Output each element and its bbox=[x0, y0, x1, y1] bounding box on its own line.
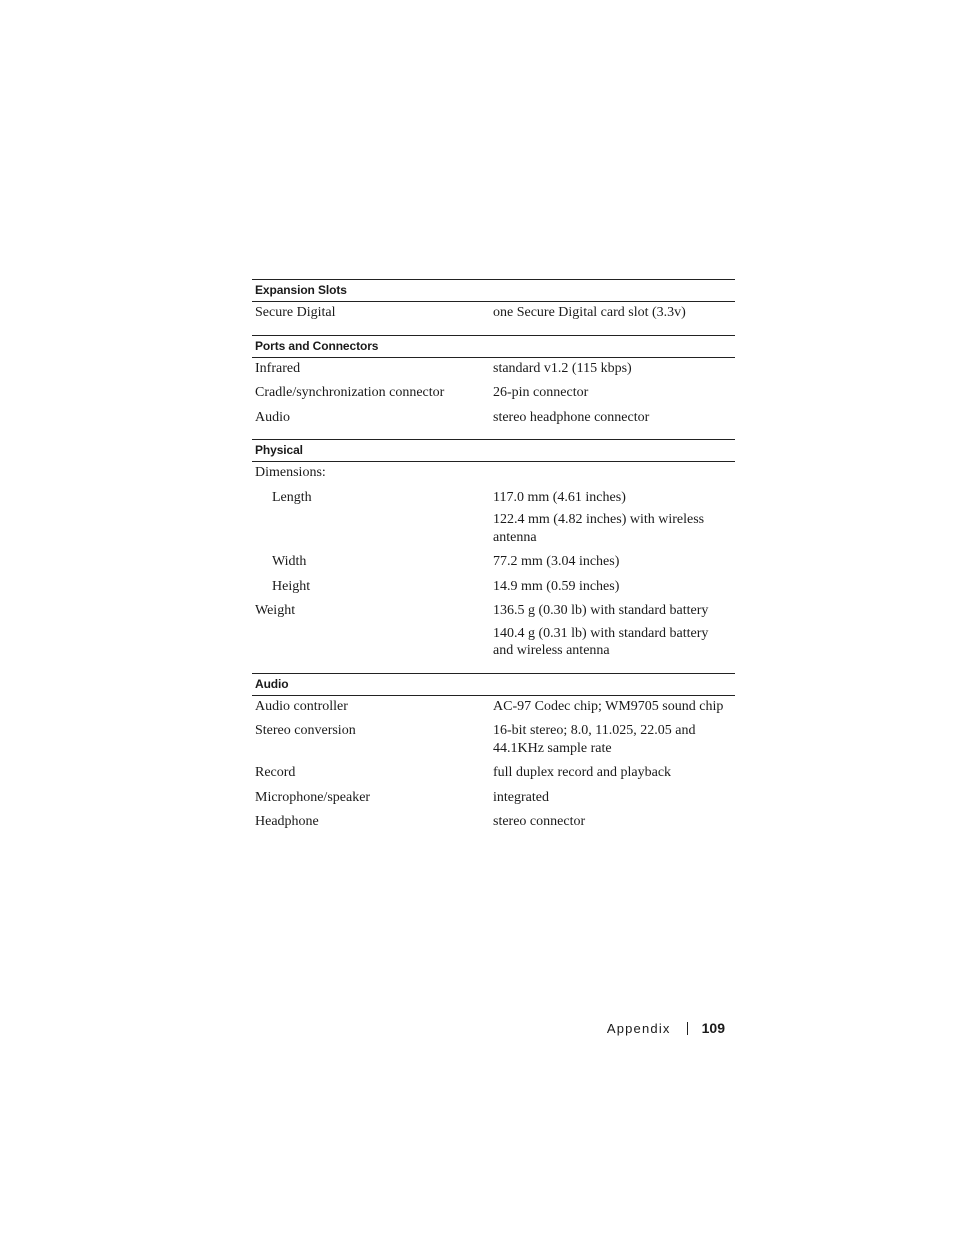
spec-value-cell bbox=[493, 764, 735, 782]
spec-value-cell bbox=[493, 464, 735, 482]
spec-section bbox=[252, 673, 735, 831]
spec-value-cell bbox=[493, 553, 735, 571]
spec-value: 16-bit stereo; 8.0, 11.025, 22.05 and 44.1KHz sample rate bbox=[493, 723, 696, 756]
spec-value: standard v1.2 (115 kbps) bbox=[493, 360, 632, 376]
footer-divider bbox=[687, 1022, 688, 1035]
spec-label: Microphone/speaker bbox=[255, 789, 371, 805]
spec-value: stereo headphone connector bbox=[493, 409, 650, 425]
spec-row bbox=[252, 360, 735, 378]
spec-value: 117.0 mm (4.61 inches) bbox=[493, 489, 626, 505]
spec-row bbox=[252, 409, 735, 427]
spec-value-cell bbox=[493, 813, 735, 831]
spec-value: 77.2 mm (3.04 inches) bbox=[493, 554, 620, 569]
spec-table bbox=[252, 279, 735, 844]
spec-section bbox=[252, 439, 735, 660]
spec-label: Weight bbox=[255, 603, 296, 618]
spec-section bbox=[252, 279, 735, 322]
spec-value: integrated bbox=[493, 789, 549, 805]
spec-label: Audio bbox=[255, 409, 290, 425]
spec-value-cell bbox=[493, 304, 735, 322]
spec-label: Record bbox=[255, 765, 296, 780]
spec-label: Infrared bbox=[255, 360, 301, 376]
spec-row bbox=[252, 722, 735, 757]
spec-label: Stereo conversion bbox=[255, 723, 356, 738]
spec-label: Dimensions: bbox=[255, 465, 326, 480]
spec-row bbox=[252, 464, 735, 482]
spec-row bbox=[252, 698, 735, 716]
spec-row bbox=[252, 578, 735, 596]
spec-value: AC-97 Codec chip; WM9705 sound chip bbox=[493, 698, 724, 714]
section-heading: Expansion Slots bbox=[252, 279, 735, 302]
footer-section-title: Appendix bbox=[606, 1020, 671, 1036]
page-number: 109 bbox=[701, 1020, 725, 1036]
spec-value-cell bbox=[493, 722, 735, 757]
spec-value: stereo connector bbox=[493, 814, 586, 829]
spec-value: one Secure Digital card slot (3.3v) bbox=[493, 305, 686, 320]
spec-value-cell bbox=[493, 360, 735, 378]
section-heading: Ports and Connectors bbox=[252, 335, 735, 358]
spec-row bbox=[252, 553, 735, 571]
spec-value-cell bbox=[493, 409, 735, 427]
spec-row bbox=[252, 384, 735, 402]
spec-label: Audio controller bbox=[255, 698, 348, 714]
section-heading: Audio bbox=[252, 673, 735, 696]
spec-label: Length bbox=[272, 489, 312, 505]
page-footer bbox=[607, 1020, 725, 1036]
spec-value-cell bbox=[493, 489, 735, 547]
spec-row bbox=[252, 602, 735, 660]
spec-value: 122.4 mm (4.82 inches) with wireless antenna bbox=[493, 512, 705, 545]
spec-value: full duplex record and playback bbox=[493, 765, 672, 780]
spec-value: 136.5 g (0.30 lb) with standard battery bbox=[493, 603, 709, 618]
spec-value: 140.4 g (0.31 lb) with standard battery and wireless antenna bbox=[493, 625, 709, 658]
spec-label: Cradle/synchronization connector bbox=[255, 385, 445, 400]
spec-row bbox=[252, 813, 735, 831]
spec-row bbox=[252, 304, 735, 322]
spec-section bbox=[252, 335, 735, 427]
spec-value: 26-pin connector bbox=[493, 385, 589, 400]
spec-label: Width bbox=[272, 554, 307, 569]
spec-label: Secure Digital bbox=[255, 305, 336, 320]
spec-label: Height bbox=[272, 578, 311, 594]
spec-row bbox=[252, 489, 735, 547]
spec-row bbox=[252, 764, 735, 782]
spec-row bbox=[252, 789, 735, 807]
spec-value-cell bbox=[493, 789, 735, 807]
section-heading: Physical bbox=[252, 439, 735, 462]
spec-value: 14.9 mm (0.59 inches) bbox=[493, 578, 620, 594]
spec-label: Headphone bbox=[255, 814, 319, 829]
spec-value-cell bbox=[493, 698, 735, 716]
spec-value-cell bbox=[493, 578, 735, 596]
spec-value-cell bbox=[493, 384, 735, 402]
spec-value-cell bbox=[493, 602, 735, 660]
